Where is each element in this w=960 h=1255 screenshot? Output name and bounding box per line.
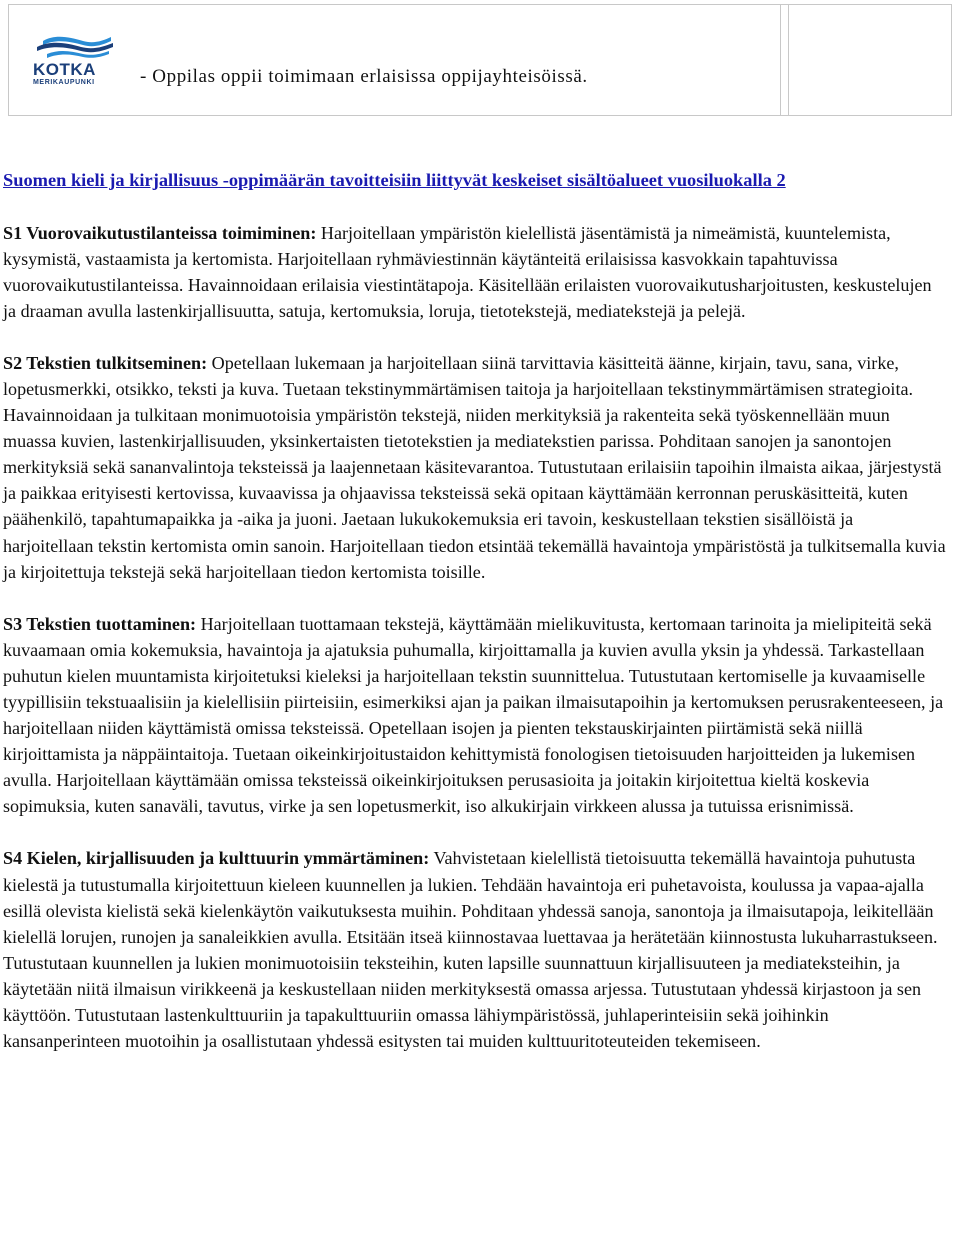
header-tagline: - Oppilas oppii toimimaan erlaisissa oppijayhteisöissä. (140, 66, 588, 87)
header-main-cell (8, 5, 781, 115)
section-heading: Suomen kieli ja kirjallisuus -oppimäärän tavoitteisiin liittyvät keskeiset sisältöalueet vuosiluokalla 2 (3, 170, 786, 190)
document-content (3, 168, 947, 1054)
paragraph-s2 (3, 350, 947, 585)
paragraph-s1 (3, 220, 947, 324)
paragraph-label: S3 Tekstien tuottaminen: (3, 613, 197, 634)
paragraph-label: S1 Vuorovaikutustilanteissa toimiminen: (3, 222, 317, 243)
paragraph-label: S2 Tekstien tulkitseminen: (3, 352, 208, 373)
logo-subtext: MERIKAUPUNKI (33, 79, 95, 86)
logo-text: KOTKA (33, 60, 96, 79)
kotka-waves-icon (33, 35, 115, 61)
paragraph-label: S4 Kielen, kirjallisuuden ja kulttuurin ymmärtäminen: (3, 848, 430, 869)
paragraph-s4 (3, 845, 947, 1054)
paragraph-text: Opetellaan lukemaan ja harjoitellaan siinä tarvittavia käsitteitä äänne, kirjain, tavu, sana, virke, lopetusmerkki, otsikko, teksti ja kuva. Tuetaan tekstinymmärtämisen taitoja ja harjoitellaan tekstinymmärtämisen strategioita. Havainnoidaan ja tulkitaan monimuotoisia ympäristön tekstejä, niiden merkityksiä ja rakenteita sekä työskennellään muun muassa kuvien, lastenkirjallisuuden, yksinkertaisten tietotekstien ja mediatekstien parissa. Pohditaan sanojen ja sanontojen merkityksiä sekä sananvalintoja teksteissä ja laajennetaan käsitevarantoa. Tutustutaan erilaisiin tapoihin ilmaista aikaa, järjestystä ja paikkaa erityisesti kertovissa, kuvaavissa ja ohjaavissa teksteissä sekä opitaan käyttämään kerronnan peruskäsitteitä, kuten päähenkilö, tapahtumapaikka ja -aika ja juoni. Jaetaan lukukokemuksia eri tavoin, keskustellaan tekstien sisällöistä ja harjoitellaan tekstin kertomista omin sanoin. Harjoitellaan tiedon etsintää tekemällä havaintoja ympäristöstä ja tulkitsemalla kuvia ja kirjoitettuja tekstejä sekä harjoitellaan tiedon kertomista toisille. (3, 352, 946, 582)
paragraph-text: Vahvistetaan kielellistä tietoisuutta tekemällä havaintoja puhutusta kielestä ja tutustumalla kirjoitettuun kieleen kuunnellen ja lukien. Tehdään havaintoja eri puhetavoista, koulussa ja vapaa-ajalla esillä olevista kielistä sekä kielenkäytön vaikutuksesta muihin. Pohditaan yhdessä sanoja, sanontoja ja ilmaisutapoja, leikitellään kielellä lorujen, runojen ja sanaleikkien avulla. Etsitään itseä kiinnostavaa luettavaa ja herätetään kiinnostusta lukuharrastukseen. Tutustutaan kuunnellen ja lukien monimuotoisiin teksteihin, kuten lapsille suunnattuun kirjallisuuteen ja mediateksteihin, ja käytetään niitä ilmaisun virikkeenä ja keskustellaan niiden merkityksestä omassa arjessa. Tutustutaan yhdessä kirjastoon ja sen käyttöön. Tutustutaan lastenkulttuuriin ja tapakulttuuriin omassa lähiympäristössä, juhlaperinteisiin sekä joihinkin kansanperinteen muotoihin ja osallistutaan yhdessä esitysten tai muiden kulttuuritoteuteiden tekemiseen. (3, 848, 938, 1052)
paragraph-text: Harjoitellaan ympäristön kielellistä jäsentämistä ja nimeämistä, kuuntelemista, kysymistä, vastaamista ja kertomista. Harjoitellaan ryhmäviestinnän käytänteitä erilaisissa kasvokkain tapahtuvissa vuorovaikutustilanteissa. Havainnoidaan erilaisia viestintätapoja. Käsitellään erilaisten vuorovaikutusharjoitusten, keskustelujen ja draaman avulla lastenkirjallisuutta, satuja, kertomuksia, loruja, tietotekstejä, mediatekstejä ja pelejä. (3, 222, 932, 321)
header-side-cell (788, 5, 952, 115)
paragraph-s3 (3, 611, 947, 820)
header-frame (8, 4, 952, 116)
paragraph-text: Harjoitellaan tuottamaan tekstejä, käyttämään mielikuvitusta, kertomaan tarinoita ja mielipiteitä sekä kuvaamaan omia kokemuksia, havaintoja ja ajatuksia puhumalla, kirjoittamalla ja kuvien avulla yksin ja yhdessä. Tarkastellaan puhutun kielen muuntamista kirjoitetuksi kieleksi ja harjoitellaan tekstin suunnittelua. Tutustutaan kertomiselle ja kuvaamiselle tyypillisiin tekstuaalisiin ja kielellisiin piirteisiin, esimerkiksi ajan ja paikan ilmaisutapoihin ja kertomuksen perusrakenteeseen, ja harjoitellaan niiden käyttämistä omissa teksteissä. Opetellaan isojen ja pienten tekstauskirjainten piirtämistä sekä niillä kirjoittamista ja näppäintaitoja. Tuetaan oikeinkirjoitustaidon kehittymistä fonologisen tietoisuuden harjoitteiden ja lukemisen avulla. Harjoitellaan käyttämään omissa teksteissä oikeinkirjoituksen perusasioita ja joitakin kirjoitettua kieltä koskevia sopimuksia, kuten sanaväli, tavutus, virke ja sen lopetusmerkit, iso alkukirjain virkkeen alussa ja tutuissa erisnimissä. (3, 613, 944, 817)
kotka-logo (33, 35, 115, 95)
